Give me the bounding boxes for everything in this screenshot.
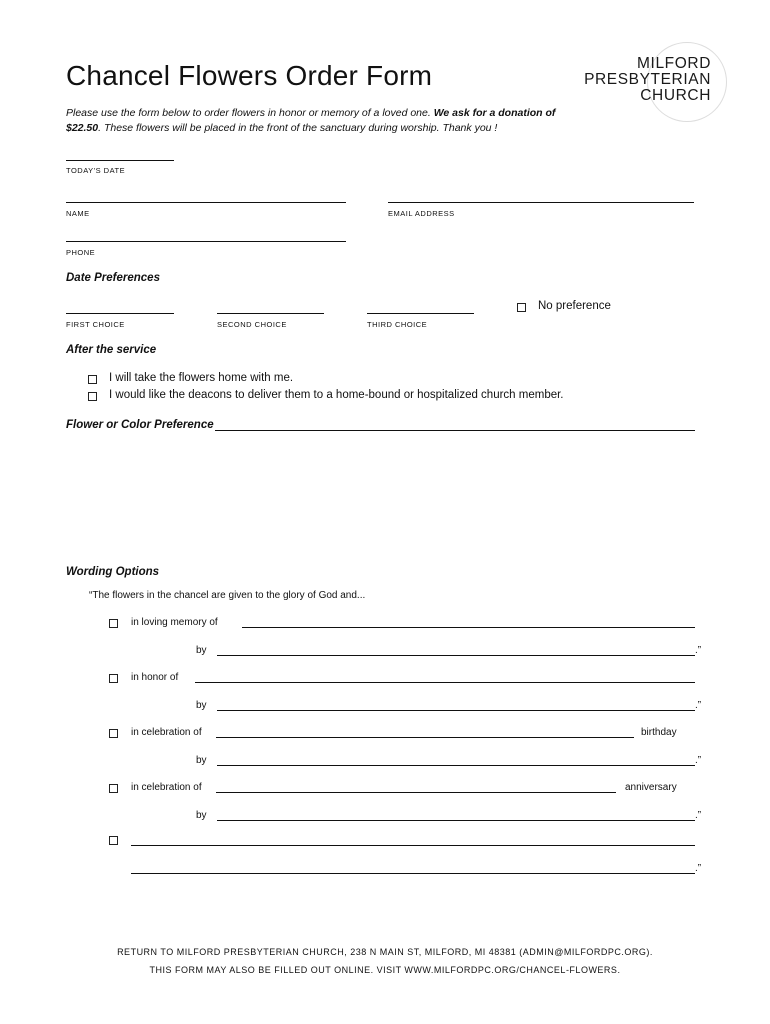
footer-return-address: RETURN TO MILFORD PRESBYTERIAN CHURCH, 238 N MAIN ST, MILFORD, MI 48381 (ADMIN@MILFORDPC.ORG).: [117, 947, 653, 957]
memory-checkbox[interactable]: [109, 619, 118, 628]
deliver-label: I would like the deacons to deliver them to a home-bound or hospitalized church member.: [109, 389, 564, 401]
birthday-celebration-label: in celebration of: [131, 727, 202, 738]
intro-donation: We ask for a donation of $22.50: [66, 107, 556, 134]
honor-by-field[interactable]: [217, 710, 695, 711]
birthday-checkbox[interactable]: [109, 729, 118, 738]
honor-checkbox[interactable]: [109, 674, 118, 683]
anniversary-close-quote: .”: [695, 810, 702, 821]
take-home-label: I will take the flowers home with me.: [109, 372, 294, 384]
honor-label: in honor of: [131, 672, 179, 683]
intro-part-2: . These flowers will be placed in the front of the sanctuary during worship. Thank you !: [98, 122, 498, 134]
custom-checkbox[interactable]: [109, 836, 118, 845]
birthday-label: birthday: [641, 727, 677, 738]
custom-close-quote: .”: [695, 863, 702, 874]
memory-name-field[interactable]: [242, 627, 695, 628]
memory-by-field[interactable]: [217, 655, 695, 656]
phone-label: PHONE: [66, 248, 96, 257]
no-preference-label: No preference: [538, 300, 611, 312]
anniversary-checkbox[interactable]: [109, 784, 118, 793]
second-choice-field[interactable]: [217, 313, 324, 314]
honor-name-field[interactable]: [195, 682, 695, 683]
anniversary-by-label: by: [196, 810, 207, 821]
flower-preference-label: Flower or Color Preference: [66, 419, 214, 431]
intro-text: [66, 106, 566, 136]
memory-by-label: by: [196, 645, 207, 656]
anniversary-by-field[interactable]: [217, 820, 695, 821]
anniversary-label: anniversary: [625, 782, 677, 793]
after-service-heading: After the service: [66, 344, 157, 356]
phone-field[interactable]: [66, 241, 346, 242]
third-choice-label: THIRD CHOICE: [367, 320, 428, 329]
custom-line-1-field[interactable]: [131, 845, 695, 846]
page-title: Chancel Flowers Order Form: [66, 60, 433, 91]
memory-label: in loving memory of: [131, 617, 218, 628]
third-choice-field[interactable]: [367, 313, 474, 314]
logo-line-1: MILFORD: [637, 55, 711, 72]
birthday-by-label: by: [196, 755, 207, 766]
take-home-checkbox[interactable]: [88, 375, 97, 384]
name-field[interactable]: [66, 202, 346, 203]
church-logo: [575, 42, 725, 122]
birthday-close-quote: .”: [695, 755, 702, 766]
honor-by-label: by: [196, 700, 207, 711]
logo-line-2: PRESBYTERIAN: [584, 71, 711, 88]
birthday-name-field[interactable]: [216, 737, 634, 738]
custom-line-2-field[interactable]: [131, 873, 695, 874]
date-preferences-heading: Date Preferences: [66, 272, 160, 284]
logo-line-3: CHURCH: [640, 87, 711, 104]
memory-close-quote: .”: [695, 645, 702, 656]
email-field[interactable]: [388, 202, 694, 203]
flower-preference-field[interactable]: [215, 430, 695, 431]
first-choice-field[interactable]: [66, 313, 174, 314]
anniversary-name-field[interactable]: [216, 792, 616, 793]
name-label: NAME: [66, 209, 90, 218]
today-date-field[interactable]: [66, 160, 174, 161]
today-date-label: TODAY'S DATE: [66, 166, 126, 175]
wording-intro: “The flowers in the chancel are given to the glory of God and...: [89, 590, 366, 601]
no-preference-checkbox[interactable]: [517, 303, 526, 312]
footer-online-note: THIS FORM MAY ALSO BE FILLED OUT ONLINE. VISIT WWW.MILFORDPC.ORG/CHANCEL-FLOWERS.: [149, 965, 621, 975]
email-label: EMAIL ADDRESS: [388, 209, 455, 218]
second-choice-label: SECOND CHOICE: [217, 320, 287, 329]
anniversary-celebration-label: in celebration of: [131, 782, 202, 793]
birthday-by-field[interactable]: [217, 765, 695, 766]
intro-part-1: Please use the form below to order flowers in honor or memory of a loved one.: [66, 107, 434, 119]
honor-close-quote: .”: [695, 700, 702, 711]
deliver-checkbox[interactable]: [88, 392, 97, 401]
wording-options-heading: Wording Options: [66, 566, 160, 578]
first-choice-label: FIRST CHOICE: [66, 320, 125, 329]
